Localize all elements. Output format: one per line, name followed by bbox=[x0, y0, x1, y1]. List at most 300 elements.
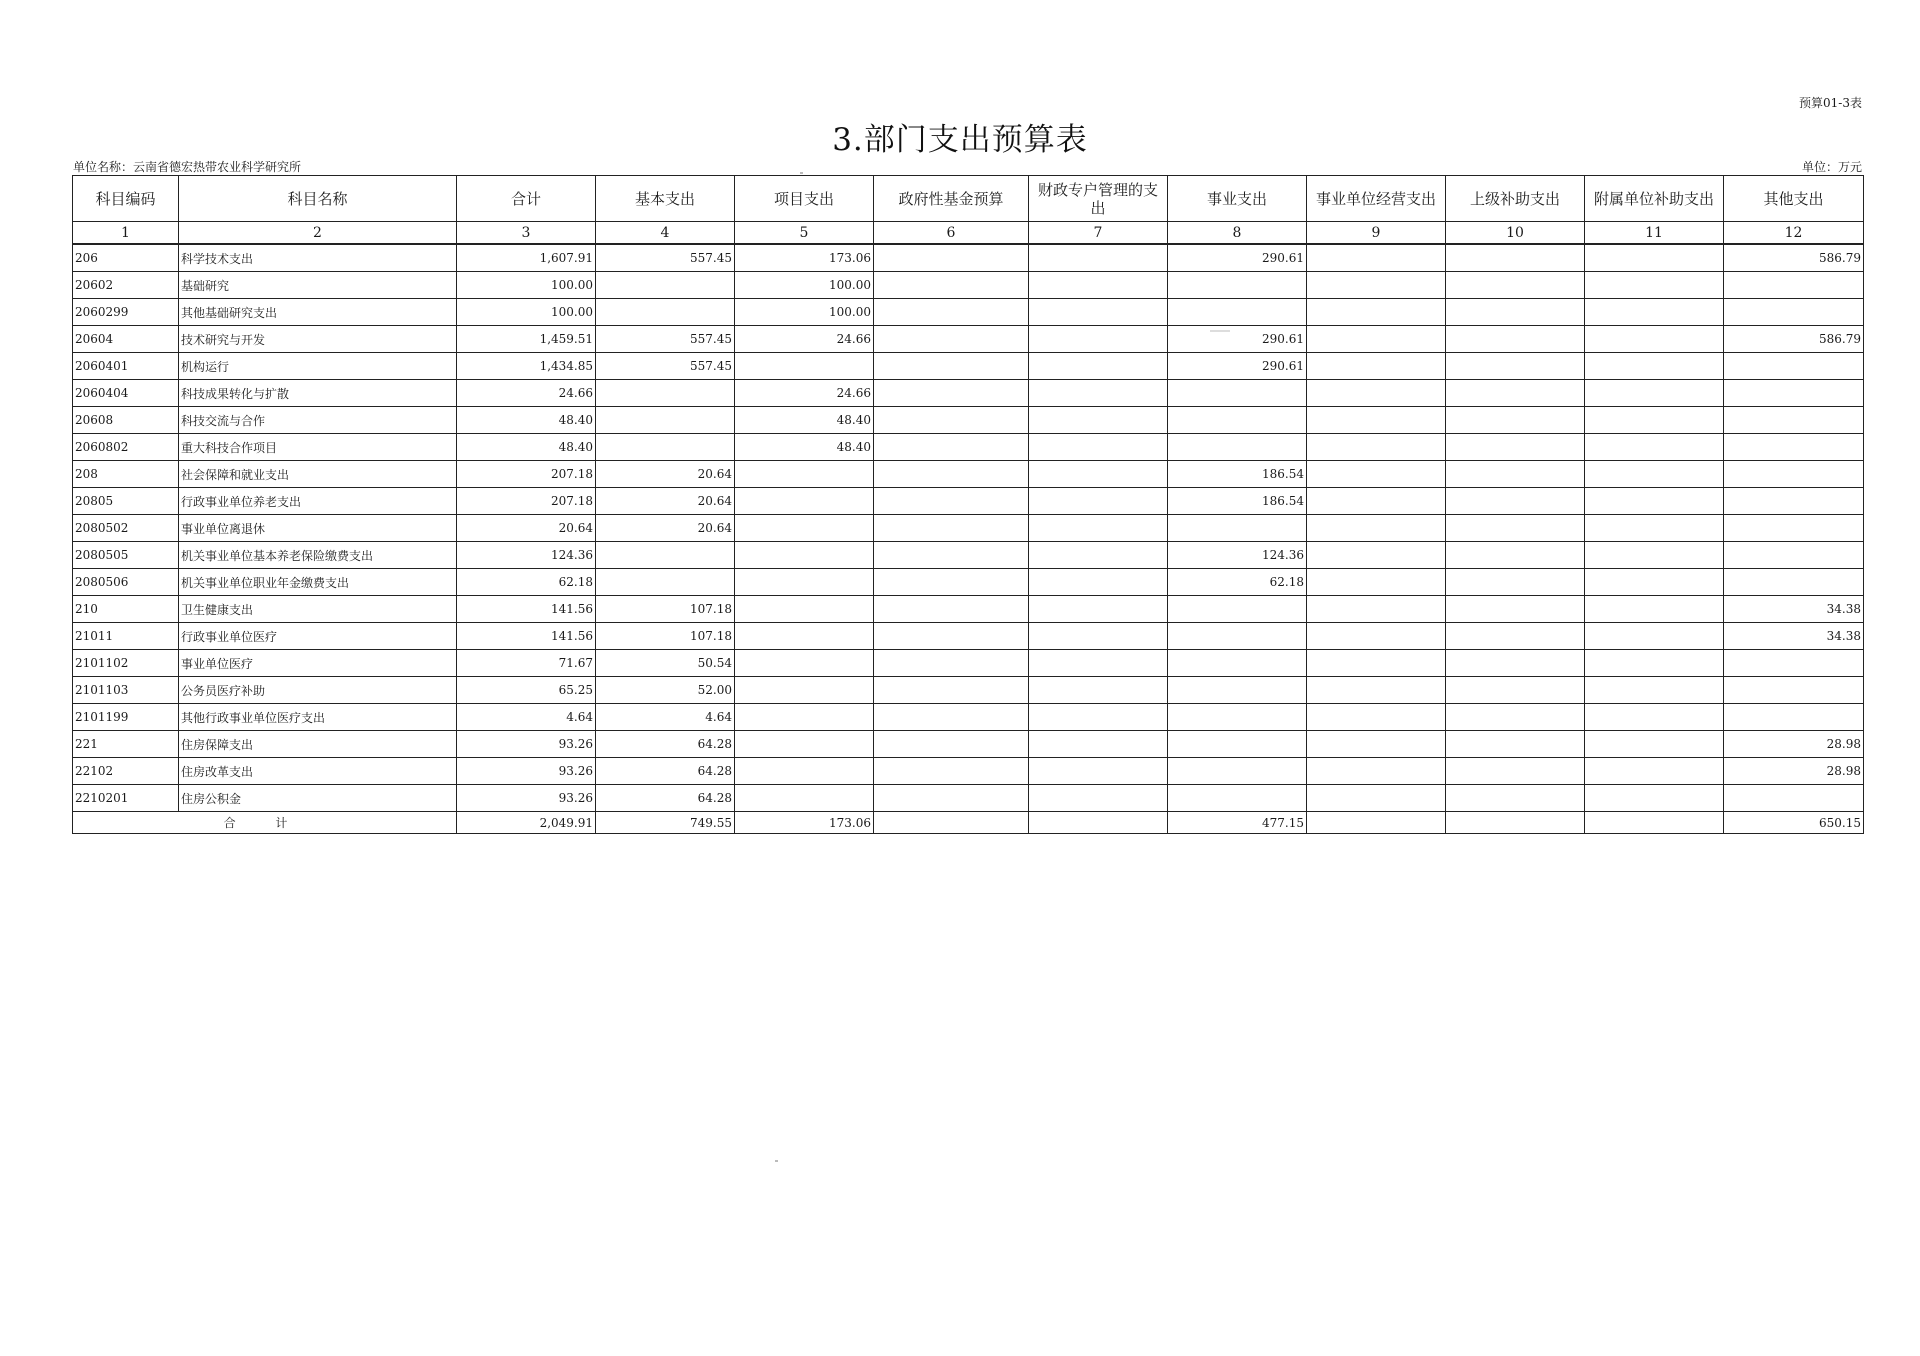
amount-cell bbox=[1585, 542, 1724, 569]
subject-code-cell: 20805 bbox=[73, 488, 179, 515]
header-row bbox=[73, 176, 1864, 222]
amount-cell bbox=[1724, 407, 1864, 434]
amount-cell: 290.61 bbox=[1168, 326, 1307, 353]
expenditure-budget-table bbox=[72, 175, 1864, 834]
amount-cell bbox=[735, 623, 874, 650]
col-index: 7 bbox=[1029, 222, 1168, 245]
amount-cell bbox=[1724, 353, 1864, 380]
amount-cell bbox=[1029, 272, 1168, 299]
amount-cell bbox=[1029, 407, 1168, 434]
amount-cell bbox=[1307, 353, 1446, 380]
col-header-basic: 基本支出 bbox=[596, 176, 735, 222]
amount-cell bbox=[596, 272, 735, 299]
table-row bbox=[73, 650, 1864, 677]
subject-name-cell: 技术研究与开发 bbox=[179, 326, 457, 353]
amount-cell bbox=[1724, 542, 1864, 569]
subject-name-cell: 机关事业单位基本养老保险缴费支出 bbox=[179, 542, 457, 569]
amount-cell bbox=[1585, 569, 1724, 596]
amount-cell bbox=[1446, 758, 1585, 785]
subject-code-cell: 221 bbox=[73, 731, 179, 758]
amount-cell bbox=[874, 623, 1029, 650]
amount-cell bbox=[1585, 244, 1724, 272]
amount-cell bbox=[1724, 515, 1864, 542]
subject-name-cell: 其他基础研究支出 bbox=[179, 299, 457, 326]
subject-name-cell: 机关事业单位职业年金缴费支出 bbox=[179, 569, 457, 596]
total-label: 合 计 bbox=[73, 812, 457, 834]
amount-cell: 100.00 bbox=[457, 299, 596, 326]
amount-cell bbox=[1168, 299, 1307, 326]
amount-cell bbox=[1029, 650, 1168, 677]
amount-cell bbox=[1029, 785, 1168, 812]
amount-cell bbox=[874, 569, 1029, 596]
amount-cell bbox=[735, 758, 874, 785]
col-header-name: 科目名称 bbox=[179, 176, 457, 222]
amount-cell bbox=[1446, 785, 1585, 812]
table-row bbox=[73, 461, 1864, 488]
amount-cell bbox=[1029, 434, 1168, 461]
total-cell: 477.15 bbox=[1168, 812, 1307, 834]
currency-unit-label: 单位：万元 bbox=[1801, 160, 1862, 174]
amount-cell: 48.40 bbox=[735, 434, 874, 461]
col-header-code: 科目编码 bbox=[73, 176, 179, 222]
amount-cell bbox=[1446, 461, 1585, 488]
table-row bbox=[73, 758, 1864, 785]
unit-name-label: 单位名称：云南省德宏热带农业科学研究所 bbox=[73, 160, 302, 174]
amount-cell: 141.56 bbox=[457, 596, 596, 623]
amount-cell: 20.64 bbox=[596, 515, 735, 542]
col-index: 12 bbox=[1724, 222, 1864, 245]
amount-cell bbox=[1585, 380, 1724, 407]
amount-cell: 4.64 bbox=[457, 704, 596, 731]
subject-code-cell: 21011 bbox=[73, 623, 179, 650]
amount-cell bbox=[1168, 515, 1307, 542]
table-number: 预算01-3表 bbox=[1799, 96, 1862, 110]
amount-cell: 48.40 bbox=[457, 407, 596, 434]
amount-cell bbox=[1585, 758, 1724, 785]
subject-name-cell: 住房改革支出 bbox=[179, 758, 457, 785]
table-row bbox=[73, 515, 1864, 542]
amount-cell bbox=[874, 596, 1029, 623]
table-body bbox=[73, 244, 1864, 812]
total-cell bbox=[1585, 812, 1724, 834]
amount-cell bbox=[1724, 488, 1864, 515]
amount-cell bbox=[874, 407, 1029, 434]
scan-speck bbox=[1210, 330, 1230, 332]
amount-cell bbox=[1585, 488, 1724, 515]
amount-cell bbox=[1446, 434, 1585, 461]
amount-cell bbox=[1446, 650, 1585, 677]
table-row bbox=[73, 407, 1864, 434]
col-index: 3 bbox=[457, 222, 596, 245]
amount-cell bbox=[1724, 785, 1864, 812]
amount-cell: 173.06 bbox=[735, 244, 874, 272]
amount-cell bbox=[1307, 731, 1446, 758]
amount-cell: 20.64 bbox=[596, 488, 735, 515]
col-index: 1 bbox=[73, 222, 179, 245]
amount-cell bbox=[1029, 353, 1168, 380]
col-header-other: 其他支出 bbox=[1724, 176, 1864, 222]
table-row bbox=[73, 569, 1864, 596]
amount-cell bbox=[1029, 704, 1168, 731]
amount-cell bbox=[1724, 677, 1864, 704]
table-row bbox=[73, 488, 1864, 515]
amount-cell bbox=[1724, 569, 1864, 596]
amount-cell bbox=[1029, 569, 1168, 596]
subject-code-cell: 2101103 bbox=[73, 677, 179, 704]
amount-cell bbox=[1446, 488, 1585, 515]
amount-cell bbox=[1168, 677, 1307, 704]
col-header-business: 事业支出 bbox=[1168, 176, 1307, 222]
table-row bbox=[73, 380, 1864, 407]
subject-name-cell: 行政事业单位养老支出 bbox=[179, 488, 457, 515]
subject-code-cell: 2101102 bbox=[73, 650, 179, 677]
col-header-gov-fund: 政府性基金预算 bbox=[874, 176, 1029, 222]
amount-cell bbox=[596, 542, 735, 569]
amount-cell bbox=[735, 677, 874, 704]
amount-cell bbox=[1307, 299, 1446, 326]
amount-cell bbox=[1585, 677, 1724, 704]
amount-cell bbox=[874, 488, 1029, 515]
amount-cell bbox=[1029, 515, 1168, 542]
amount-cell bbox=[874, 461, 1029, 488]
amount-cell bbox=[1585, 515, 1724, 542]
amount-cell bbox=[1585, 434, 1724, 461]
amount-cell bbox=[1029, 596, 1168, 623]
amount-cell: 20.64 bbox=[596, 461, 735, 488]
subject-code-cell: 210 bbox=[73, 596, 179, 623]
table-row bbox=[73, 704, 1864, 731]
subject-code-cell: 20602 bbox=[73, 272, 179, 299]
amount-cell bbox=[1585, 785, 1724, 812]
subject-name-cell: 机构运行 bbox=[179, 353, 457, 380]
table-row bbox=[73, 731, 1864, 758]
table-row bbox=[73, 434, 1864, 461]
table-row bbox=[73, 244, 1864, 272]
amount-cell bbox=[1168, 407, 1307, 434]
amount-cell: 107.18 bbox=[596, 623, 735, 650]
total-cell: 2,049.91 bbox=[457, 812, 596, 834]
amount-cell bbox=[1307, 515, 1446, 542]
amount-cell bbox=[1585, 461, 1724, 488]
amount-cell bbox=[1307, 488, 1446, 515]
amount-cell bbox=[735, 650, 874, 677]
subject-name-cell: 事业单位离退休 bbox=[179, 515, 457, 542]
amount-cell bbox=[1168, 596, 1307, 623]
amount-cell bbox=[1585, 650, 1724, 677]
amount-cell bbox=[1168, 758, 1307, 785]
amount-cell bbox=[1724, 380, 1864, 407]
amount-cell bbox=[1307, 380, 1446, 407]
amount-cell bbox=[1307, 461, 1446, 488]
subject-name-cell: 科技交流与合作 bbox=[179, 407, 457, 434]
table-row bbox=[73, 596, 1864, 623]
col-header-affiliate-subsidy: 附属单位补助支出 bbox=[1585, 176, 1724, 222]
col-header-total: 合计 bbox=[457, 176, 596, 222]
amount-cell bbox=[1446, 353, 1585, 380]
amount-cell bbox=[1724, 272, 1864, 299]
table-row bbox=[73, 299, 1864, 326]
amount-cell bbox=[874, 244, 1029, 272]
subject-code-cell: 20604 bbox=[73, 326, 179, 353]
table-row bbox=[73, 785, 1864, 812]
col-header-special-account: 财政专户管理的支出 bbox=[1029, 176, 1168, 222]
amount-cell bbox=[1307, 623, 1446, 650]
amount-cell: 100.00 bbox=[735, 299, 874, 326]
amount-cell: 28.98 bbox=[1724, 758, 1864, 785]
amount-cell bbox=[1307, 785, 1446, 812]
amount-cell: 107.18 bbox=[596, 596, 735, 623]
amount-cell bbox=[874, 650, 1029, 677]
subject-code-cell: 20608 bbox=[73, 407, 179, 434]
amount-cell bbox=[735, 785, 874, 812]
amount-cell bbox=[735, 542, 874, 569]
amount-cell bbox=[1446, 677, 1585, 704]
amount-cell: 24.66 bbox=[735, 326, 874, 353]
amount-cell: 48.40 bbox=[457, 434, 596, 461]
amount-cell bbox=[1307, 650, 1446, 677]
amount-cell bbox=[1446, 326, 1585, 353]
amount-cell: 93.26 bbox=[457, 731, 596, 758]
amount-cell: 65.25 bbox=[457, 677, 596, 704]
subject-name-cell: 其他行政事业单位医疗支出 bbox=[179, 704, 457, 731]
amount-cell bbox=[1029, 380, 1168, 407]
amount-cell bbox=[874, 677, 1029, 704]
amount-cell: 586.79 bbox=[1724, 244, 1864, 272]
amount-cell: 34.38 bbox=[1724, 623, 1864, 650]
amount-cell bbox=[735, 731, 874, 758]
amount-cell: 290.61 bbox=[1168, 353, 1307, 380]
table-row bbox=[73, 272, 1864, 299]
amount-cell: 71.67 bbox=[457, 650, 596, 677]
amount-cell bbox=[874, 515, 1029, 542]
amount-cell bbox=[1307, 596, 1446, 623]
amount-cell: 100.00 bbox=[457, 272, 596, 299]
total-row bbox=[73, 812, 1864, 834]
subject-code-cell: 208 bbox=[73, 461, 179, 488]
amount-cell bbox=[1307, 272, 1446, 299]
total-cell: 650.15 bbox=[1724, 812, 1864, 834]
amount-cell bbox=[1029, 677, 1168, 704]
amount-cell: 290.61 bbox=[1168, 244, 1307, 272]
amount-cell bbox=[874, 758, 1029, 785]
subject-name-cell: 公务员医疗补助 bbox=[179, 677, 457, 704]
amount-cell bbox=[1724, 704, 1864, 731]
amount-cell: 64.28 bbox=[596, 758, 735, 785]
subject-code-cell: 2101199 bbox=[73, 704, 179, 731]
amount-cell: 207.18 bbox=[457, 488, 596, 515]
amount-cell: 1,434.85 bbox=[457, 353, 596, 380]
col-index: 4 bbox=[596, 222, 735, 245]
amount-cell bbox=[1307, 326, 1446, 353]
subject-name-cell: 基础研究 bbox=[179, 272, 457, 299]
subject-code-cell: 2060802 bbox=[73, 434, 179, 461]
amount-cell bbox=[874, 299, 1029, 326]
table-row bbox=[73, 326, 1864, 353]
amount-cell bbox=[1029, 731, 1168, 758]
amount-cell bbox=[596, 407, 735, 434]
amount-cell: 586.79 bbox=[1724, 326, 1864, 353]
amount-cell: 62.18 bbox=[1168, 569, 1307, 596]
col-index: 8 bbox=[1168, 222, 1307, 245]
amount-cell: 1,607.91 bbox=[457, 244, 596, 272]
amount-cell bbox=[1446, 731, 1585, 758]
amount-cell bbox=[1307, 244, 1446, 272]
amount-cell bbox=[1307, 407, 1446, 434]
amount-cell bbox=[874, 731, 1029, 758]
amount-cell bbox=[1168, 704, 1307, 731]
amount-cell bbox=[1585, 623, 1724, 650]
amount-cell bbox=[1446, 380, 1585, 407]
amount-cell bbox=[1724, 299, 1864, 326]
amount-cell bbox=[1585, 407, 1724, 434]
amount-cell bbox=[1446, 272, 1585, 299]
amount-cell bbox=[735, 353, 874, 380]
amount-cell bbox=[1029, 299, 1168, 326]
amount-cell: 557.45 bbox=[596, 326, 735, 353]
amount-cell: 93.26 bbox=[457, 758, 596, 785]
col-header-superior-subsidy: 上级补助支出 bbox=[1446, 176, 1585, 222]
amount-cell bbox=[1168, 785, 1307, 812]
amount-cell bbox=[1585, 272, 1724, 299]
amount-cell: 62.18 bbox=[457, 569, 596, 596]
amount-cell bbox=[874, 272, 1029, 299]
amount-cell bbox=[1446, 596, 1585, 623]
amount-cell: 141.56 bbox=[457, 623, 596, 650]
amount-cell bbox=[1307, 758, 1446, 785]
total-cell: 749.55 bbox=[596, 812, 735, 834]
total-cell bbox=[1307, 812, 1446, 834]
amount-cell bbox=[874, 353, 1029, 380]
amount-cell bbox=[1446, 569, 1585, 596]
amount-cell: 207.18 bbox=[457, 461, 596, 488]
subject-name-cell: 行政事业单位医疗 bbox=[179, 623, 457, 650]
amount-cell: 557.45 bbox=[596, 244, 735, 272]
amount-cell bbox=[1168, 623, 1307, 650]
amount-cell bbox=[874, 704, 1029, 731]
amount-cell: 20.64 bbox=[457, 515, 596, 542]
amount-cell bbox=[1029, 758, 1168, 785]
total-cell bbox=[874, 812, 1029, 834]
amount-cell: 24.66 bbox=[735, 380, 874, 407]
amount-cell: 186.54 bbox=[1168, 488, 1307, 515]
amount-cell bbox=[735, 461, 874, 488]
subject-code-cell: 2060401 bbox=[73, 353, 179, 380]
amount-cell bbox=[1168, 434, 1307, 461]
index-row bbox=[73, 222, 1864, 245]
amount-cell bbox=[1585, 353, 1724, 380]
total-cell: 173.06 bbox=[735, 812, 874, 834]
amount-cell bbox=[1585, 731, 1724, 758]
subject-code-cell: 2080506 bbox=[73, 569, 179, 596]
amount-cell bbox=[596, 434, 735, 461]
amount-cell bbox=[1307, 569, 1446, 596]
amount-cell bbox=[1307, 434, 1446, 461]
table-row bbox=[73, 353, 1864, 380]
amount-cell bbox=[874, 542, 1029, 569]
amount-cell: 34.38 bbox=[1724, 596, 1864, 623]
amount-cell bbox=[1168, 272, 1307, 299]
amount-cell bbox=[1168, 650, 1307, 677]
amount-cell bbox=[1585, 596, 1724, 623]
col-header-operation: 事业单位经营支出 bbox=[1307, 176, 1446, 222]
amount-cell bbox=[874, 326, 1029, 353]
col-index: 2 bbox=[179, 222, 457, 245]
subject-name-cell: 科技成果转化与扩散 bbox=[179, 380, 457, 407]
amount-cell: 124.36 bbox=[1168, 542, 1307, 569]
amount-cell bbox=[1585, 704, 1724, 731]
amount-cell bbox=[874, 380, 1029, 407]
amount-cell bbox=[1168, 380, 1307, 407]
amount-cell bbox=[1307, 704, 1446, 731]
subject-code-cell: 22102 bbox=[73, 758, 179, 785]
amount-cell: 100.00 bbox=[735, 272, 874, 299]
subject-name-cell: 社会保障和就业支出 bbox=[179, 461, 457, 488]
subject-name-cell: 事业单位医疗 bbox=[179, 650, 457, 677]
amount-cell: 52.00 bbox=[596, 677, 735, 704]
col-index: 6 bbox=[874, 222, 1029, 245]
amount-cell bbox=[874, 434, 1029, 461]
amount-cell bbox=[1029, 488, 1168, 515]
subject-code-cell: 2210201 bbox=[73, 785, 179, 812]
col-index: 11 bbox=[1585, 222, 1724, 245]
amount-cell bbox=[1724, 461, 1864, 488]
amount-cell bbox=[1168, 731, 1307, 758]
total-cell bbox=[1029, 812, 1168, 834]
col-index: 9 bbox=[1307, 222, 1446, 245]
amount-cell bbox=[874, 785, 1029, 812]
amount-cell: 124.36 bbox=[457, 542, 596, 569]
subject-name-cell: 住房公积金 bbox=[179, 785, 457, 812]
amount-cell bbox=[1446, 623, 1585, 650]
table-row bbox=[73, 677, 1864, 704]
amount-cell bbox=[596, 569, 735, 596]
amount-cell: 4.64 bbox=[596, 704, 735, 731]
subject-name-cell: 卫生健康支出 bbox=[179, 596, 457, 623]
amount-cell bbox=[1029, 623, 1168, 650]
page-title: 3.部门支出预算表 bbox=[832, 122, 1088, 158]
total-cell bbox=[1446, 812, 1585, 834]
amount-cell bbox=[1029, 244, 1168, 272]
subject-name-cell: 科学技术支出 bbox=[179, 244, 457, 272]
amount-cell bbox=[1029, 542, 1168, 569]
amount-cell bbox=[596, 380, 735, 407]
col-index: 10 bbox=[1446, 222, 1585, 245]
subject-code-cell: 2060299 bbox=[73, 299, 179, 326]
amount-cell: 64.28 bbox=[596, 785, 735, 812]
table-row bbox=[73, 623, 1864, 650]
amount-cell: 557.45 bbox=[596, 353, 735, 380]
amount-cell: 48.40 bbox=[735, 407, 874, 434]
col-index: 5 bbox=[735, 222, 874, 245]
subject-code-cell: 2060404 bbox=[73, 380, 179, 407]
amount-cell bbox=[735, 596, 874, 623]
subject-code-cell: 206 bbox=[73, 244, 179, 272]
amount-cell: 186.54 bbox=[1168, 461, 1307, 488]
amount-cell bbox=[1724, 434, 1864, 461]
amount-cell bbox=[1446, 542, 1585, 569]
amount-cell: 24.66 bbox=[457, 380, 596, 407]
amount-cell bbox=[1446, 244, 1585, 272]
amount-cell bbox=[1446, 407, 1585, 434]
subject-name-cell: 住房保障支出 bbox=[179, 731, 457, 758]
amount-cell: 28.98 bbox=[1724, 731, 1864, 758]
amount-cell bbox=[735, 488, 874, 515]
amount-cell bbox=[1585, 299, 1724, 326]
table-row bbox=[73, 542, 1864, 569]
amount-cell bbox=[1446, 704, 1585, 731]
amount-cell: 50.54 bbox=[596, 650, 735, 677]
amount-cell bbox=[1307, 542, 1446, 569]
